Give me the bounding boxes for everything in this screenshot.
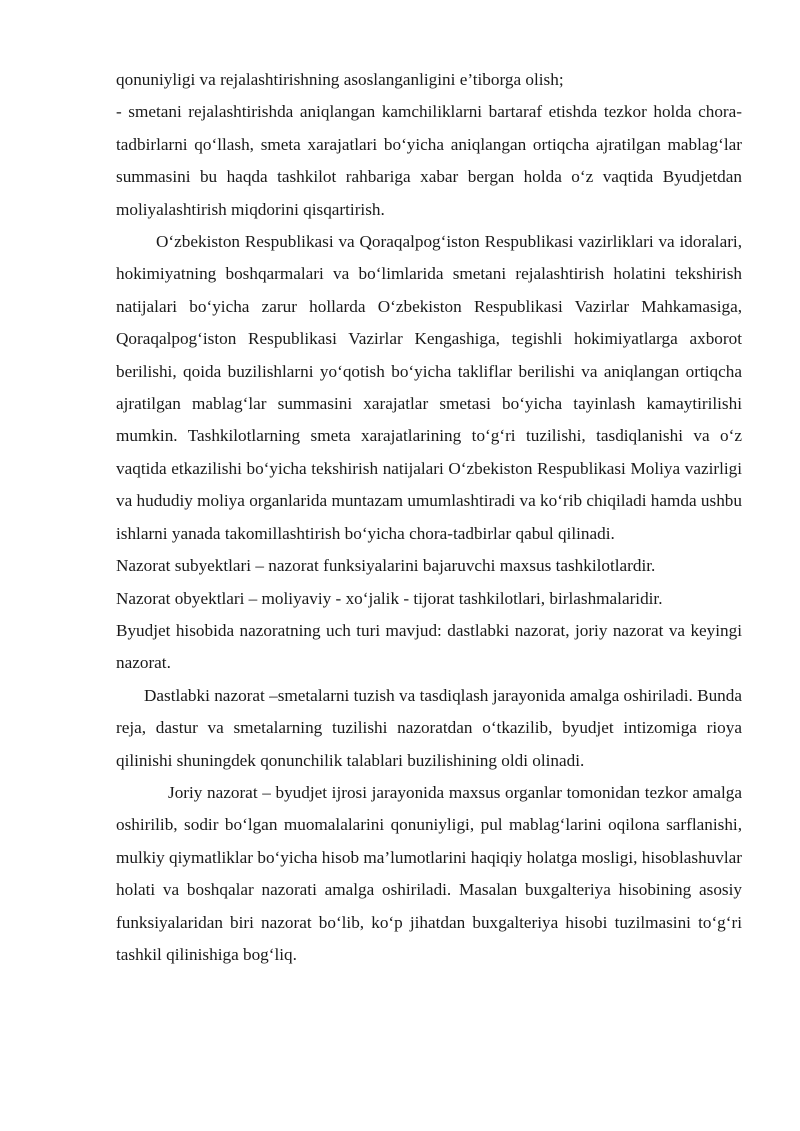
paragraph-control-types: Byudjet hisobida nazoratning uch turi mavjud: dastlabki nazorat, joriy nazorat va keyingi nazorat. (116, 620, 742, 673)
paragraph-legality-continuation: qonuniyligi va rejalashtirishning asoslanganligini e’tiborga olish; (116, 70, 564, 89)
paragraph-control-subjects: Nazorat subyektlari – nazorat funksiyalarini bajaruvchi maxsus tashkilotlardir. (116, 556, 656, 576)
paragraph-ministries-inspection: O‘zbekiston Respublikasi va Qoraqalpog‘iston Respublikasi vazirliklari va idoralari, hokimiyatning boshqarmalari va bo‘limlarida smetani rejalashtirish holatini tekshirish natijalari bo‘yicha zarur hollarda O‘zbekiston Respublikasi Vazirlar Mahkamasiga, Qoraqalpog‘iston Respublikasi Vazirlar Kengashiga, tegishli hokimiyatlarga axborot berilishi, qoida buzilishlarni yo‘qotish bo‘yicha takliflar berilishi va aniqlangan ortiqcha ajratilgan mablag‘lar summasini xarajatlar smetasi bo‘yicha tayinlash kamaytirilishi mumkin. Tashkilotlarning smeta xarajatlarining to‘g‘ri tuzilishi, tasdiqlanishi va o‘z vaqtida etkazilishi bo‘yicha tekshirish natijalari O‘zbekiston Respublikasi Moliya vazirligi va hududiy moliya organlarida muntazam umumlashtiradi va ko‘rib chiqiladi hamda ushbu ishlarni yanada takomillashtirish bo‘yicha chora-tadbirlar qabul qilinadi. (116, 232, 742, 543)
paragraph-preliminary-control: Dastlabki nazorat –smetalarni tuzish va tasdiqlash jarayonida amalga oshiriladi. Bunda reja, dastur va smetalarning tuzilishi nazoratdan o‘tkazilib, byudjet intizomiga rioya qilinishi shuningdek qonunchilik talablari buzilishining oldi olinadi. (116, 685, 742, 770)
paragraph-control-objects: Nazorat obyektlari – moliyaviy - xo‘jalik - tijorat tashkilotlari, birlashmalaridir. (116, 588, 663, 608)
paragraph-estimate-shortcomings: - smetani rejalashtirishda aniqlangan kamchiliklarni bartaraf etishda tezkor holda chora-tadbirlarni qo‘llash, smeta xarajatlari bo‘yicha aniqlangan ortiqcha ajratilgan mablag‘lar summasini bu haqda tashkilot rahbariga xabar bergan holda o‘z vaqtida Byudjetdan moliyalashtirish miqdorini qisqartirish. (116, 102, 742, 219)
document-page (116, 64, 742, 971)
paragraph-current-control: Joriy nazorat – byudjet ijrosi jarayonida maxsus organlar tomonidan tezkor amalga oshirilib, sodir bo‘lgan muomalalarini qonuniyligi, pul mablag‘larini oqilona sarflanishi, mulkiy qiymatliklar bo‘yicha hisob ma’lumotlarini haqiqiy holatga mosligi, hisoblashuvlar holati va boshqalar nazorati amalga oshiriladi. Masalan buxgalteriya hisobining asosiy funksiyalaridan biri nazorat bo‘lib, ko‘p jihatdan buxgalteriya hisobi tuzilmasini to‘g‘ri tashkil qilinishiga bog‘liq. (116, 782, 742, 964)
